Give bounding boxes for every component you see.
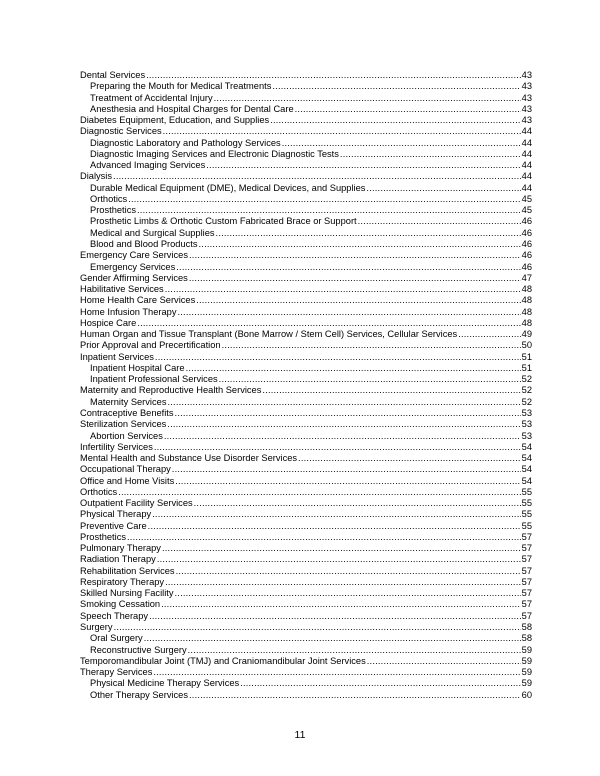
toc-entry-title[interactable]: Home Infusion Therapy bbox=[80, 306, 177, 317]
toc-entry[interactable] bbox=[80, 352, 532, 363]
toc-entry-title[interactable]: Treatment of Accidental Injury bbox=[90, 92, 213, 103]
page-number: 11 bbox=[294, 729, 306, 741]
toc-entry[interactable] bbox=[80, 340, 532, 351]
toc-entry-title[interactable]: Prosthetics bbox=[80, 531, 126, 542]
toc-entry[interactable] bbox=[80, 374, 532, 385]
toc-entry-page-number[interactable]: 48 bbox=[521, 306, 532, 317]
toc-entry-page-number[interactable]: 48 bbox=[521, 284, 532, 295]
toc-entry[interactable] bbox=[80, 228, 532, 239]
dot-leader bbox=[222, 340, 521, 351]
dot-leader bbox=[114, 622, 521, 633]
toc-entry[interactable] bbox=[80, 543, 532, 554]
dot-leader bbox=[340, 149, 521, 160]
dot-leader bbox=[165, 284, 521, 295]
toc-entry[interactable] bbox=[80, 577, 532, 588]
toc-entry-title[interactable]: Physical Medicine Therapy Services bbox=[90, 678, 240, 689]
toc-entry-title[interactable]: Dialysis bbox=[80, 171, 113, 182]
toc-entry-title[interactable]: Other Therapy Services bbox=[90, 689, 189, 700]
toc-entry-title[interactable]: Advanced Imaging Services bbox=[90, 160, 206, 171]
toc-entry[interactable] bbox=[80, 171, 532, 182]
toc-entry-page-number[interactable]: 44 bbox=[521, 182, 532, 193]
toc-entry-title[interactable]: Physical Therapy bbox=[80, 509, 152, 520]
dot-leader bbox=[153, 667, 520, 678]
dot-leader bbox=[161, 599, 521, 610]
dot-leader bbox=[167, 419, 520, 430]
toc-entry-title[interactable]: Therapy Services bbox=[80, 667, 153, 678]
dot-leader bbox=[177, 307, 520, 318]
toc-entry-title[interactable]: Habilitative Services bbox=[80, 284, 164, 295]
toc-entry[interactable] bbox=[80, 554, 532, 565]
toc-entry-title[interactable]: Occupational Therapy bbox=[80, 464, 171, 475]
toc-entry[interactable] bbox=[80, 70, 532, 81]
toc-entry[interactable] bbox=[80, 498, 532, 509]
toc-entry-title[interactable]: Diagnostic Laboratory and Pathology Services bbox=[90, 137, 281, 148]
toc-entry[interactable] bbox=[80, 532, 532, 543]
toc-entry-page-number[interactable]: 46 bbox=[521, 261, 532, 272]
dot-leader bbox=[367, 656, 521, 667]
dot-leader bbox=[155, 352, 521, 363]
toc-entry-page-number[interactable]: 57 bbox=[521, 554, 532, 565]
dot-leader bbox=[458, 329, 520, 340]
toc-entry[interactable] bbox=[80, 126, 532, 137]
toc-entry[interactable] bbox=[80, 363, 532, 374]
toc-entry-title[interactable]: Temporomandibular Joint (TMJ) and Craniomandibular Joint Services bbox=[80, 655, 366, 666]
table-of-contents bbox=[80, 70, 532, 701]
dot-leader bbox=[270, 115, 520, 126]
toc-entry-page-number[interactable]: 43 bbox=[521, 92, 532, 103]
toc-entry-page-number[interactable]: 44 bbox=[521, 148, 532, 159]
toc-entry-title[interactable]: Emergency Services bbox=[90, 261, 176, 272]
toc-entry-page-number[interactable]: 51 bbox=[521, 362, 532, 373]
toc-entry-title[interactable]: Oral Surgery bbox=[90, 633, 143, 644]
dot-leader bbox=[128, 194, 520, 205]
toc-entry-page-number[interactable]: 55 bbox=[521, 486, 532, 497]
toc-entry-title[interactable]: Maternity and Reproductive Health Services bbox=[80, 385, 262, 396]
dot-leader bbox=[199, 239, 521, 250]
toc-entry-title[interactable]: Respiratory Therapy bbox=[80, 576, 165, 587]
toc-entry-title[interactable]: Medical and Surgical Supplies bbox=[90, 227, 215, 238]
toc-entry[interactable] bbox=[80, 397, 532, 408]
toc-entry-page-number[interactable]: 53 bbox=[521, 407, 532, 418]
toc-entry[interactable] bbox=[80, 431, 532, 442]
dot-leader bbox=[163, 126, 521, 137]
toc-entry-title[interactable]: Prosthetic Limbs & Orthotic Custom Fabricated Brace or Support bbox=[90, 216, 357, 227]
toc-entry-title[interactable]: Anesthesia and Hospital Charges for Dental Care bbox=[90, 103, 294, 114]
toc-entry-page-number[interactable]: 58 bbox=[521, 622, 532, 633]
toc-entry[interactable] bbox=[80, 408, 532, 419]
toc-entry-title[interactable]: Mental Health and Substance Use Disorder Services bbox=[80, 453, 298, 464]
toc-entry-page-number[interactable]: 57 bbox=[521, 599, 532, 610]
toc-entry[interactable] bbox=[80, 464, 532, 475]
dot-leader bbox=[175, 476, 520, 487]
toc-entry-page-number[interactable]: 44 bbox=[521, 137, 532, 148]
toc-entry-page-number[interactable]: 54 bbox=[521, 475, 532, 486]
toc-entry-page-number[interactable]: 46 bbox=[521, 238, 532, 249]
toc-entry-title[interactable]: Orthotics bbox=[80, 486, 118, 497]
toc-entry-title[interactable]: Surgery bbox=[80, 622, 113, 633]
toc-entry-title[interactable]: Reconstructive Surgery bbox=[90, 644, 187, 655]
toc-entry[interactable] bbox=[80, 509, 532, 520]
dot-leader bbox=[262, 385, 520, 396]
dot-leader bbox=[113, 171, 521, 182]
toc-entry-title[interactable]: Speech Therapy bbox=[80, 610, 149, 621]
toc-entry-title[interactable]: Smoking Cessation bbox=[80, 599, 161, 610]
toc-entry-page-number[interactable]: 59 bbox=[521, 655, 532, 666]
toc-entry-page-number[interactable]: 52 bbox=[521, 396, 532, 407]
dot-leader bbox=[272, 81, 520, 92]
toc-entry-page-number[interactable]: 54 bbox=[521, 464, 532, 475]
dot-leader bbox=[118, 487, 520, 498]
dot-leader bbox=[186, 363, 521, 374]
toc-entry[interactable] bbox=[80, 318, 532, 329]
toc-entry[interactable] bbox=[80, 419, 532, 430]
dot-leader bbox=[189, 690, 521, 701]
toc-entry-page-number[interactable]: 48 bbox=[521, 295, 532, 306]
toc-entry[interactable] bbox=[80, 329, 532, 340]
toc-entry-title[interactable]: Outpatient Facility Services bbox=[80, 498, 193, 509]
toc-entry-page-number[interactable]: 55 bbox=[521, 509, 532, 520]
toc-entry-title[interactable]: Preventive Care bbox=[80, 520, 147, 531]
toc-entry[interactable] bbox=[80, 667, 532, 678]
dot-leader bbox=[189, 273, 521, 284]
toc-entry-title[interactable]: Prosthetics bbox=[90, 205, 136, 216]
toc-entry-title[interactable]: Radiation Therapy bbox=[80, 554, 156, 565]
dot-leader bbox=[137, 205, 521, 216]
toc-entry-page-number[interactable]: 59 bbox=[521, 678, 532, 689]
toc-entry-page-number[interactable]: 45 bbox=[521, 205, 532, 216]
dot-leader bbox=[196, 295, 520, 306]
dot-leader bbox=[172, 464, 521, 475]
dot-leader bbox=[144, 633, 521, 644]
toc-entry-title[interactable]: Diagnostic Services bbox=[80, 126, 162, 137]
toc-entry-title[interactable]: Abortion Services bbox=[90, 430, 163, 441]
toc-entry-page-number[interactable]: 53 bbox=[521, 419, 532, 430]
toc-entry[interactable] bbox=[80, 273, 532, 284]
dot-leader bbox=[162, 543, 521, 554]
toc-entry[interactable] bbox=[80, 476, 532, 487]
toc-entry-page-number[interactable]: 57 bbox=[521, 576, 532, 587]
toc-entry[interactable] bbox=[80, 149, 532, 160]
toc-entry-title[interactable]: Dental Services bbox=[80, 70, 146, 80]
toc-entry-page-number[interactable]: 54 bbox=[521, 441, 532, 452]
toc-entry[interactable] bbox=[80, 239, 532, 250]
toc-entry[interactable] bbox=[80, 442, 532, 453]
toc-entry[interactable] bbox=[80, 645, 532, 656]
dot-leader bbox=[154, 442, 521, 453]
dot-leader bbox=[282, 138, 521, 149]
dot-leader bbox=[137, 318, 520, 329]
dot-leader bbox=[188, 645, 521, 656]
dot-leader bbox=[366, 183, 520, 194]
toc-entry-page-number[interactable]: 59 bbox=[521, 667, 532, 678]
toc-entry-page-number[interactable]: 44 bbox=[521, 160, 532, 171]
toc-entry-page-number[interactable]: 53 bbox=[521, 430, 532, 441]
dot-leader bbox=[149, 611, 521, 622]
toc-entry[interactable] bbox=[80, 622, 532, 633]
toc-entry-page-number[interactable]: 59 bbox=[521, 644, 532, 655]
toc-entry-page-number[interactable]: 45 bbox=[521, 193, 532, 204]
toc-entry[interactable] bbox=[80, 104, 532, 115]
toc-entry[interactable] bbox=[80, 690, 532, 701]
toc-entry[interactable] bbox=[80, 521, 532, 532]
dot-leader bbox=[194, 498, 521, 509]
toc-entry[interactable] bbox=[80, 453, 532, 464]
toc-entry-page-number[interactable]: 46 bbox=[521, 227, 532, 238]
toc-entry-title[interactable]: Contraceptive Benefits bbox=[80, 407, 174, 418]
dot-leader bbox=[165, 577, 521, 588]
dot-leader bbox=[216, 228, 521, 239]
dot-leader bbox=[152, 509, 521, 520]
toc-entry[interactable] bbox=[80, 205, 532, 216]
toc-entry-title[interactable]: Skilled Nursing Facility bbox=[80, 588, 174, 599]
dot-leader bbox=[175, 588, 521, 599]
toc-entry-page-number[interactable]: 43 bbox=[521, 81, 532, 92]
toc-entry-title[interactable]: Maternity Services bbox=[90, 396, 167, 407]
toc-entry-page-number[interactable]: 54 bbox=[521, 453, 532, 464]
toc-entry-title[interactable]: Durable Medical Equipment (DME), Medical Devices, and Supplies bbox=[90, 182, 366, 193]
toc-entry[interactable] bbox=[80, 295, 532, 306]
dot-leader bbox=[127, 532, 521, 543]
toc-entry[interactable] bbox=[80, 678, 532, 689]
toc-entry[interactable] bbox=[80, 284, 532, 295]
toc-entry-title[interactable]: Rehabilitation Services bbox=[80, 565, 175, 576]
toc-entry-title[interactable]: Inpatient Hospital Care bbox=[90, 362, 185, 373]
toc-entry-page-number[interactable]: 46 bbox=[521, 250, 532, 261]
dot-leader bbox=[240, 678, 520, 689]
dot-leader bbox=[176, 262, 520, 273]
toc-entry[interactable] bbox=[80, 194, 532, 205]
toc-entry-page-number[interactable]: 52 bbox=[521, 374, 532, 385]
dot-leader bbox=[189, 250, 521, 261]
dot-leader bbox=[157, 554, 521, 565]
dot-leader bbox=[206, 160, 520, 171]
toc-entry[interactable] bbox=[80, 307, 532, 318]
toc-entry[interactable] bbox=[80, 262, 532, 273]
toc-entry-page-number[interactable]: 57 bbox=[521, 565, 532, 576]
toc-entry[interactable] bbox=[80, 633, 532, 644]
toc-entry-title[interactable]: Infertility Services bbox=[80, 441, 153, 452]
toc-entry[interactable] bbox=[80, 138, 532, 149]
dot-leader bbox=[176, 566, 521, 577]
dot-leader bbox=[295, 104, 521, 115]
dot-leader bbox=[175, 408, 521, 419]
toc-entry-page-number[interactable]: 57 bbox=[521, 588, 532, 599]
toc-entry[interactable] bbox=[80, 93, 532, 104]
dot-leader bbox=[146, 70, 521, 81]
toc-entry[interactable] bbox=[80, 385, 532, 396]
dot-leader bbox=[214, 93, 521, 104]
toc-entry[interactable] bbox=[80, 611, 532, 622]
toc-entry-page-number[interactable]: 44 bbox=[521, 171, 532, 182]
toc-entry-page-number[interactable]: 55 bbox=[521, 520, 532, 531]
dot-leader bbox=[358, 216, 521, 227]
toc-entry-page-number[interactable]: 57 bbox=[521, 543, 532, 554]
toc-entry-title[interactable]: Preparing the Mouth for Medical Treatments bbox=[90, 81, 272, 92]
dot-leader bbox=[148, 521, 521, 532]
toc-entry[interactable] bbox=[80, 183, 532, 194]
toc-entry-page-number[interactable]: 57 bbox=[521, 610, 532, 621]
toc-entry-page-number[interactable]: 57 bbox=[521, 531, 532, 542]
toc-entry-page-number[interactable]: 60 bbox=[521, 689, 532, 700]
dot-leader bbox=[298, 453, 521, 464]
toc-entry-title[interactable]: Human Organ and Tissue Transplant (Bone Marrow / Stem Cell) Services, Cellular Services bbox=[80, 329, 458, 340]
toc-entry-title[interactable]: Hospice Care bbox=[80, 317, 137, 328]
toc-entry[interactable] bbox=[80, 566, 532, 577]
toc-entry-title[interactable]: Office and Home Visits bbox=[80, 475, 175, 486]
toc-entry-title[interactable]: Diabetes Equipment, Education, and Supplies bbox=[80, 115, 270, 126]
toc-entry-page-number[interactable]: 58 bbox=[521, 633, 532, 644]
toc-entry-page-number[interactable]: 43 bbox=[521, 103, 532, 114]
toc-entry[interactable] bbox=[80, 487, 532, 498]
dot-leader bbox=[164, 431, 521, 442]
dot-leader bbox=[219, 374, 521, 385]
toc-entry[interactable] bbox=[80, 216, 532, 227]
toc-entry-title[interactable]: Home Health Care Services bbox=[80, 295, 196, 306]
toc-entry-title[interactable]: Pulmonary Therapy bbox=[80, 543, 161, 554]
toc-entry-title[interactable]: Prior Approval and Precertification bbox=[80, 340, 221, 351]
toc-entry-page-number[interactable]: 51 bbox=[521, 351, 532, 362]
toc-entry[interactable] bbox=[80, 250, 532, 261]
toc-entry-title[interactable]: Diagnostic Imaging Services and Electronic Diagnostic Tests bbox=[90, 148, 339, 159]
toc-entry-page-number[interactable]: 49 bbox=[521, 329, 532, 340]
dot-leader bbox=[167, 397, 520, 408]
toc-entry-page-number[interactable]: 43 bbox=[521, 70, 532, 80]
toc-entry[interactable] bbox=[80, 656, 532, 667]
toc-entry-page-number[interactable]: 48 bbox=[521, 317, 532, 328]
toc-entry-title[interactable]: Emergency Care Services bbox=[80, 250, 188, 261]
toc-entry-title[interactable]: Sterilization Services bbox=[80, 419, 167, 430]
toc-entry-title[interactable]: Blood and Blood Products bbox=[90, 238, 198, 249]
toc-entry[interactable] bbox=[80, 599, 532, 610]
toc-entry-page-number[interactable]: 55 bbox=[521, 498, 532, 509]
toc-entry-title[interactable]: Orthotics bbox=[90, 193, 128, 204]
toc-entry-title[interactable]: Gender Affirming Services bbox=[80, 272, 188, 283]
toc-entry-page-number[interactable]: 50 bbox=[521, 340, 532, 351]
toc-entry-title[interactable]: Inpatient Professional Services bbox=[90, 374, 218, 385]
toc-entry[interactable] bbox=[80, 81, 532, 92]
toc-entry-page-number[interactable]: 43 bbox=[521, 115, 532, 126]
toc-entry-page-number[interactable]: 52 bbox=[521, 385, 532, 396]
toc-entry-title[interactable]: Inpatient Services bbox=[80, 351, 154, 362]
toc-entry[interactable] bbox=[80, 588, 532, 599]
toc-entry-page-number[interactable]: 46 bbox=[521, 216, 532, 227]
toc-entry-page-number[interactable]: 47 bbox=[521, 272, 532, 283]
toc-entry[interactable] bbox=[80, 160, 532, 171]
toc-entry[interactable] bbox=[80, 115, 532, 126]
toc-entry-page-number[interactable]: 44 bbox=[521, 126, 532, 137]
